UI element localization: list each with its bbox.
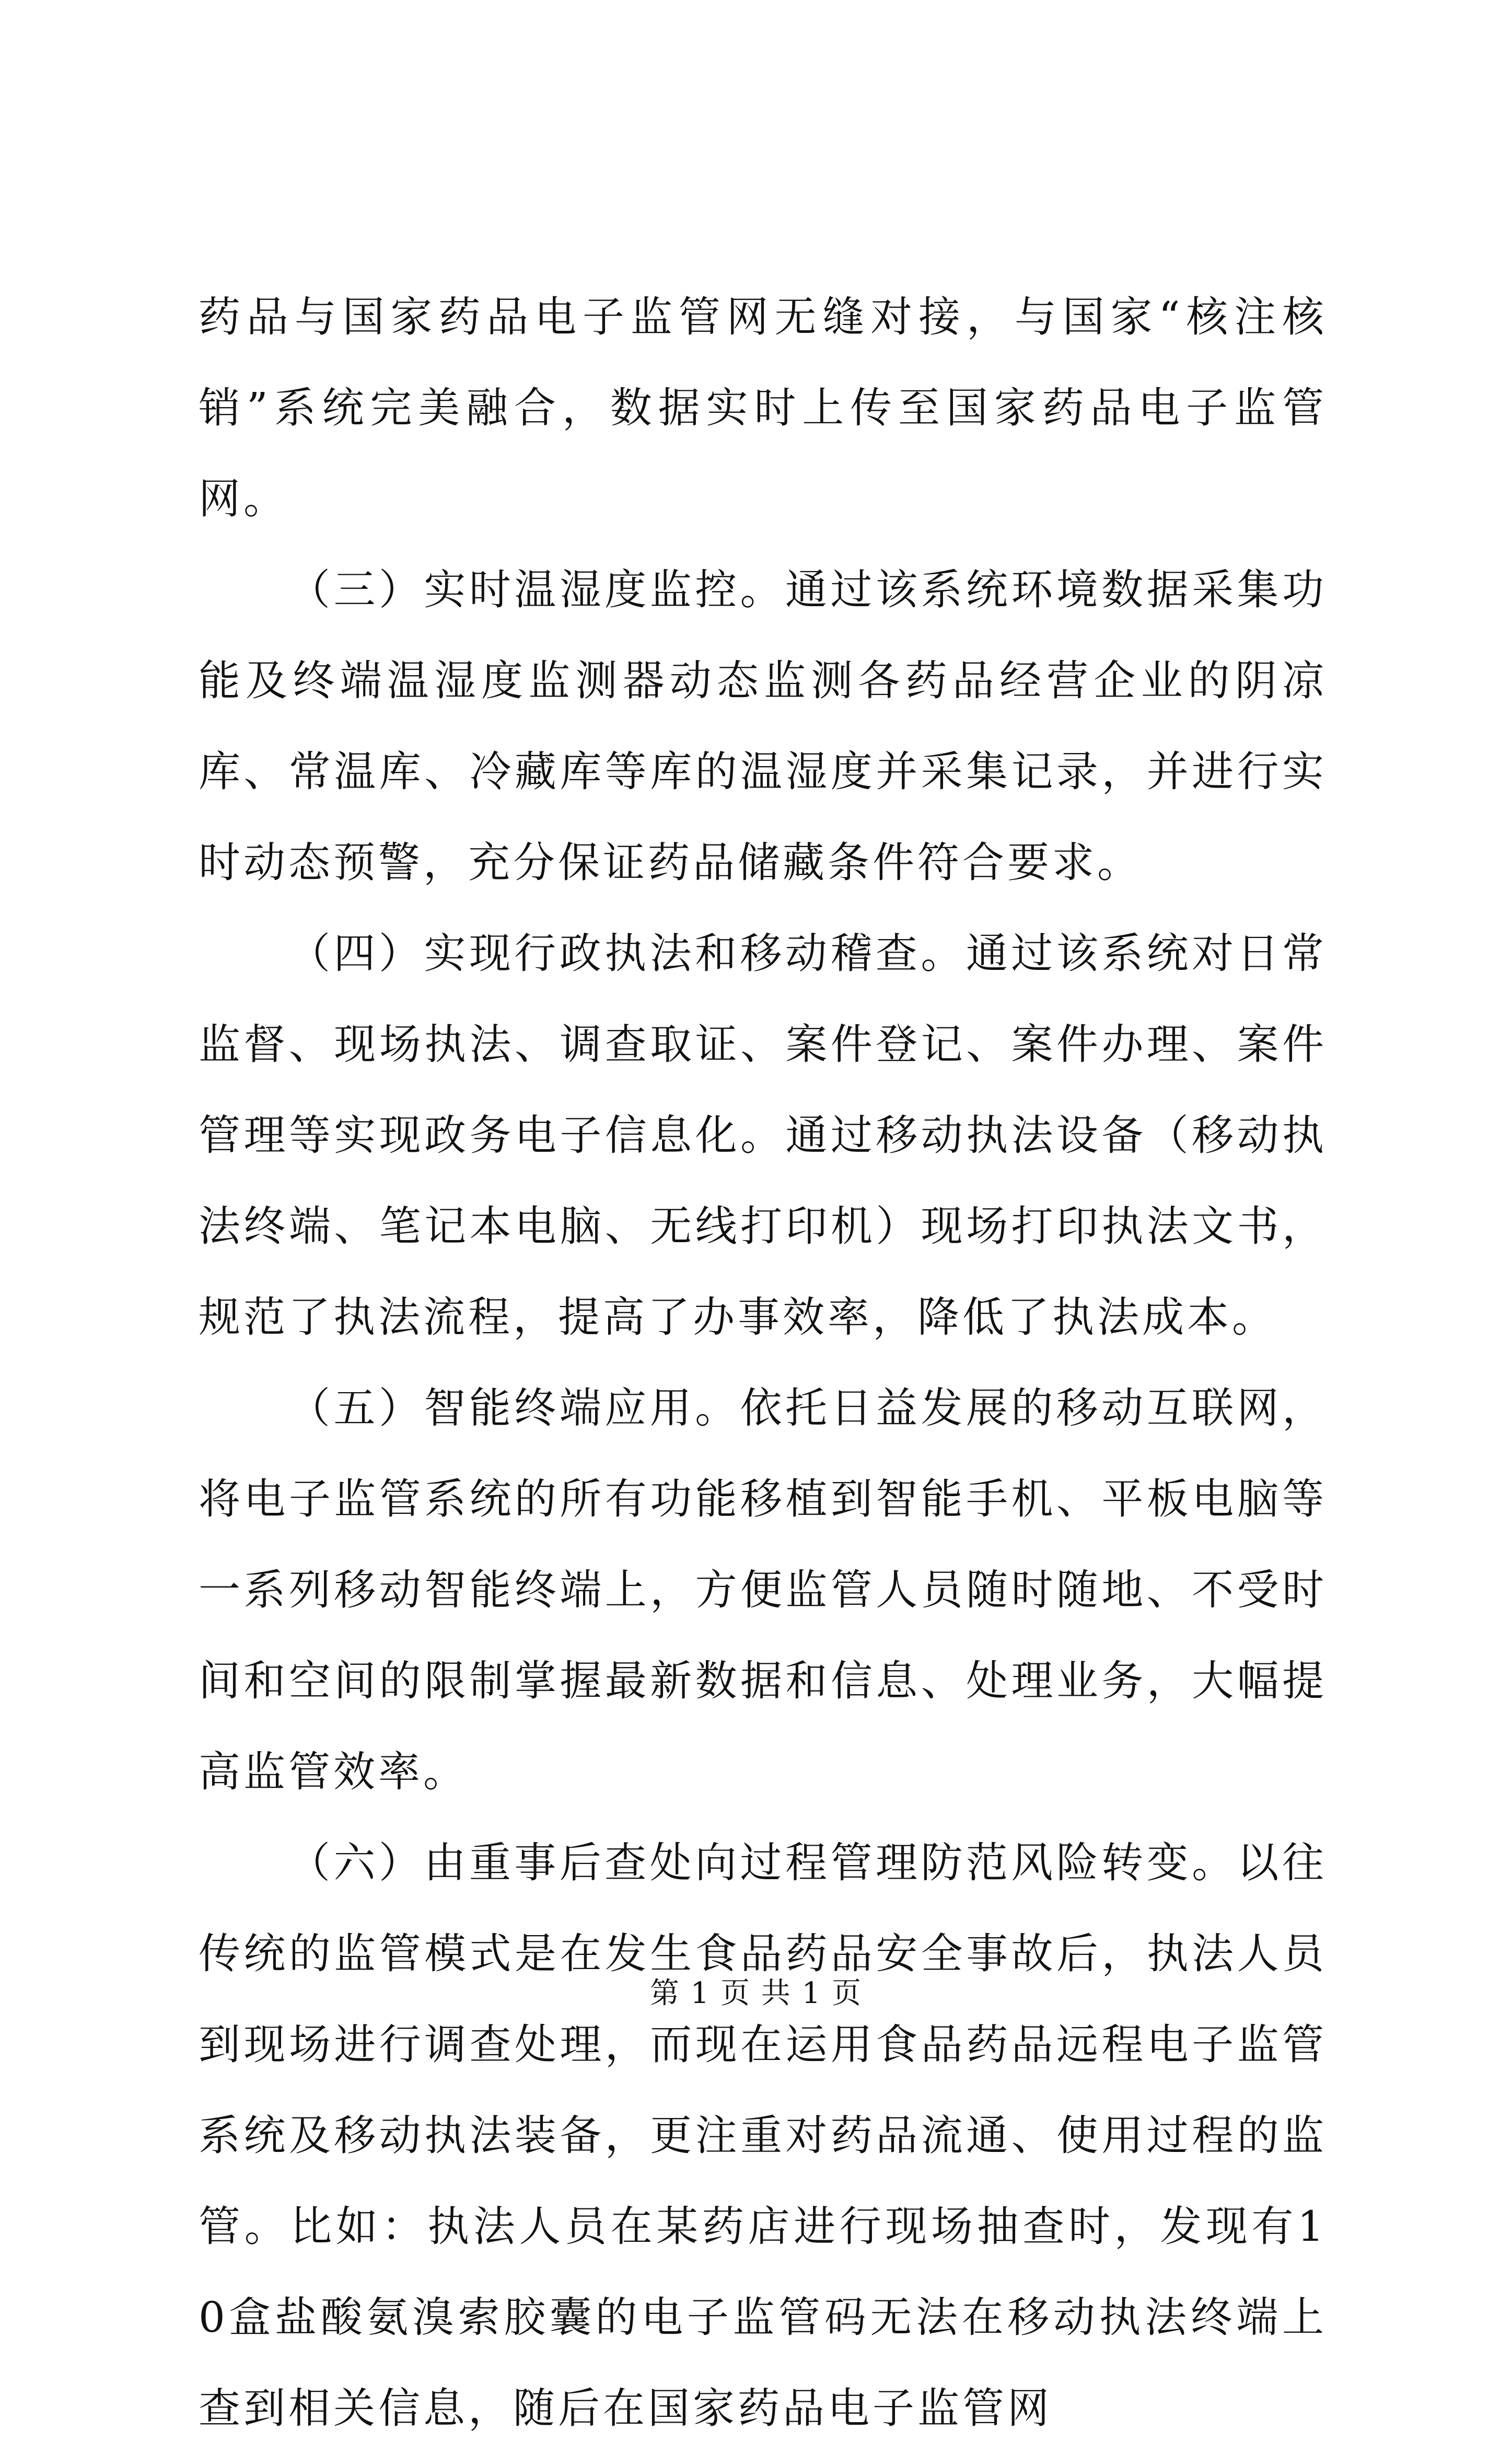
paragraph-continuation: 药品与国家药品电子监管网无缝对接，与国家“核注核销”系统完美融合，数据实时上传至国家药品电子监管网。 <box>199 293 1327 523</box>
paragraph-mobile-inspection: （四）实现行政执法和移动稽查。通过该系统对日常监督、现场执法、调查取证、案件登记、案件办理、案件管理等实现政务电子信息化。通过移动执法设备（移动执法终端、笔记本电脑、无线打印机）现场打印执法文书，规范了执法流程，提高了办事效率，降低了执法成本。 <box>199 929 1327 1341</box>
paragraph-temperature-monitoring: （三）实时温湿度监控。通过该系统环境数据采集功能及终端温湿度监测器动态监测各药品经营企业的阴凉库、常温库、冷藏库等库的温湿度并采集记录，并进行实时动态预警，充分保证药品储藏条件符合要求。 <box>199 565 1327 887</box>
page-number-footer: 第 1 页 共 1 页 <box>649 1976 863 2010</box>
document-body <box>199 272 1327 2454</box>
paragraph-process-management: （六）由重事后查处向过程管理防范风险转变。以往传统的监管模式是在发生食品药品安全事故后，执法人员到现场进行调查处理，而现在运用食品药品远程电子监管系统及移动执法装备，更注重对药品流通、使用过程的监管。比如：执法人员在某药店进行现场抽查时，发现有10盒盐酸氨溴索胶囊的电子监管码无法在移动执法终端上查到相关信息，随后在国家药品电子监管网 <box>199 1838 1327 2433</box>
paragraph-smart-terminal: （五）智能终端应用。依托日益发展的移动互联网，将电子监管系统的所有功能移植到智能手机、平板电脑等一系列移动智能终端上，方便监管人员随时随地、不受时间和空间的限制掌握最新数据和信息、处理业务，大幅提高监管效率。 <box>199 1384 1327 1796</box>
